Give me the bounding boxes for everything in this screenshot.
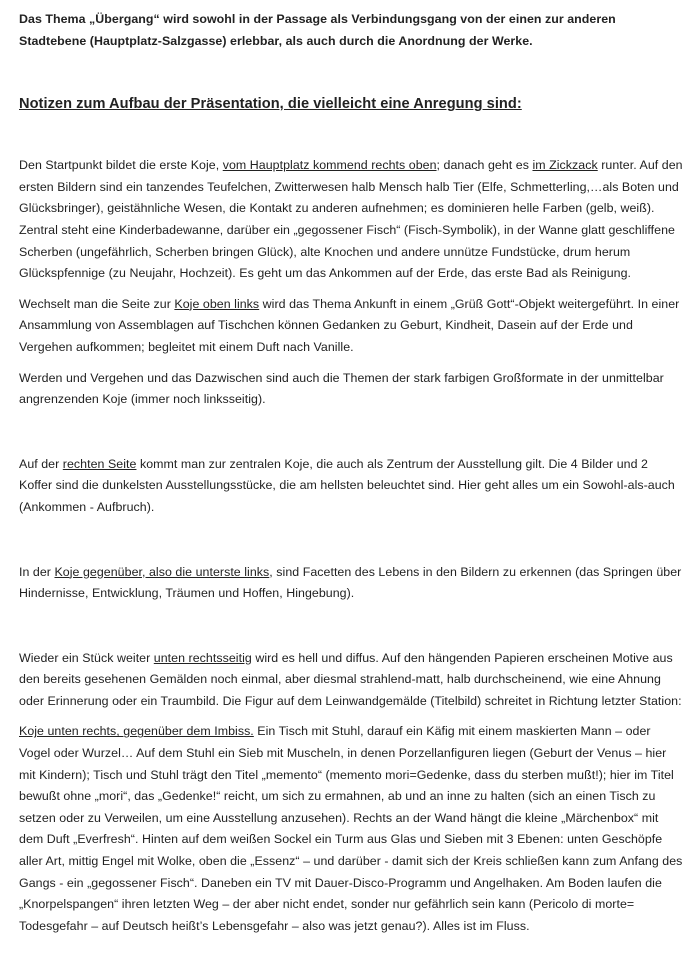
underlined-phrase: im Zickzack [532,158,598,173]
underlined-phrase: Koje oben links [174,296,260,311]
text-segment: wird es hell und diffus. Auf den hängenden Papieren erscheinen Motive aus den bereits gesehenen Gemälden noch einmal, aber diesmal strahlend-matt, halb durchscheinend, wie eine Ahnung oder Erinnerung oder ein Traumbild. Die Figur auf dem Leinwandgemälde (Titelbild) schreitet in Richtung letzter Station: [19,650,682,708]
text-segment: kommt man zur zentralen Koje, die auch als Zentrum der Ausstellung gilt. Die 4 Bilder und 2 Koffer sind die dunkelsten Ausstellungsstücke, die am hellsten beleuchtet sind. Hier geht alles um ein Sowohl-als-auch (Ankommen - Aufbruch). [19,456,675,514]
text-segment: Wieder ein Stück weiter [19,650,154,665]
underlined-phrase: rechten Seite [62,456,137,471]
text-segment: runter. Auf den ersten Bildern sind ein tanzendes Teufelchen, Zwitterwesen halb Mensch halb Tier (Elfe, Schmetterling,…als Boten und Glücksbringer), geistähnliche Wesen, die Kontakt zu anderen aufnehmen; es dominieren helle Farben (gelb, weiß). Zentral steht eine Kinderbadewanne, darüber ein „gegossener Fisch“ (Fisch-Symbolik), in der Wanne glatt geschliffene Scherben (ungefährlich, Scherben bringen Glück), alte Knochen und andere unnütze Fundstücke, drum herum Glückspfennige (zu Neujahr, Hochzeit). Es geht um das Ankommen auf der Erde, das erste Bad als Reinigung. [19,158,683,281]
paragraph-bottom-right-side [19,648,683,713]
underlined-phrase: Koje unten rechts, gegenüber dem Imbiss. [19,724,254,739]
text-segment: Auf der [19,456,63,471]
text-segment: Wechselt man die Seite zur [19,296,175,311]
text-segment: wird das Thema Ankunft in einem „Grüß Gott“-Objekt weitergeführt. In einer Ansammlung von Assemblagen auf Tischchen können Gedanken zu Geburt, Kindheit, Dasein auf der Erde und Vergehen aufkommen; begleitet mit einem Duft nach Vanille. [19,296,680,354]
text-segment: Ein Tisch mit Stuhl, darauf ein Käfig mit einem maskierten Mann – oder Vogel oder Wurzel… Auf dem Stuhl ein Sieb mit Muscheln, in denen Porzellanfiguren liegen (Geburt der Venus – hier mit Kindern); Tisch und Stuhl trägt den Titel „memento“ (memento mori=Gedenke, dass du sterben mußt!); hier im Titel bewußt ohne „mori“, das „Gedenke!“ reicht, um sich zu ermahnen, ab und an inne zu halten (sich an einen Tisch zu setzen oder zu Verweilen, um eine Ausstellung anzusehen). Rechts an der Wand hängt die kleine „Märchenbox“ mit dem Duft „Everfresh“. Hinten auf dem weißen Sockel ein Turm aus Glas und Sieben mit 3 Ebenen: unten Geschöpfe aller Art, mittig Engel mit Wolke, oben die „Essenz“ – und darüber - damit sich der Kreis schließen kann zum Anfang des Gangs - ein „gegossener Fisch“. Daneben ein TV mit Dauer-Disco-Programm und Angelhaken. Am Boden laufen die „Knorpelspangen“ ihren letzten Weg – der aber nicht endet, sonder nur gefährlich sein kann (Pericolo di morte= Todesgefahr – auf Deutsch heißt’s Lebensgefahr – also was jetzt genau?). Alles ist im Fluss. [19,724,683,933]
underlined-phrase: Koje gegenüber, also die unterste links [54,564,270,579]
paragraph-right-side [19,454,683,519]
underlined-phrase: vom Hauptplatz kommend rechts oben [222,158,437,173]
text-segment: , sind Facetten des Lebens in den Bildern zu erkennen (das Springen über Hindernisse, Entwicklung, Träumen und Hoffen, Hingebung). [19,564,682,601]
text-segment: In der [19,564,55,579]
text-segment: Den Startpunkt bildet die erste Koje, [19,158,223,173]
paragraph-large-formats: Werden und Vergehen und das Dazwischen sind auch die Themen der stark farbigen Großformate in der unmittelbar angrenzenden Koje (immer noch linksseitig). [19,370,664,407]
intro-paragraph: Das Thema „Übergang“ wird sowohl in der Passage als Verbindungsgang von der einen zur anderen Stadtebene (Hauptplatz-Salzgasse) erlebbar, als auch durch die Anordnung der Werke. [19,12,616,48]
paragraph-start [19,155,683,285]
document-page [19,7,683,937]
section-heading: Notizen zum Aufbau der Präsentation, die vielleicht eine Anregung sind: [19,96,522,113]
paragraph-opposite [19,562,683,605]
paragraph-left-top [19,294,683,359]
text-segment: ; danach geht es [436,158,533,173]
paragraph-final-station [19,721,683,937]
underlined-phrase: unten rechtsseitig [153,650,252,665]
